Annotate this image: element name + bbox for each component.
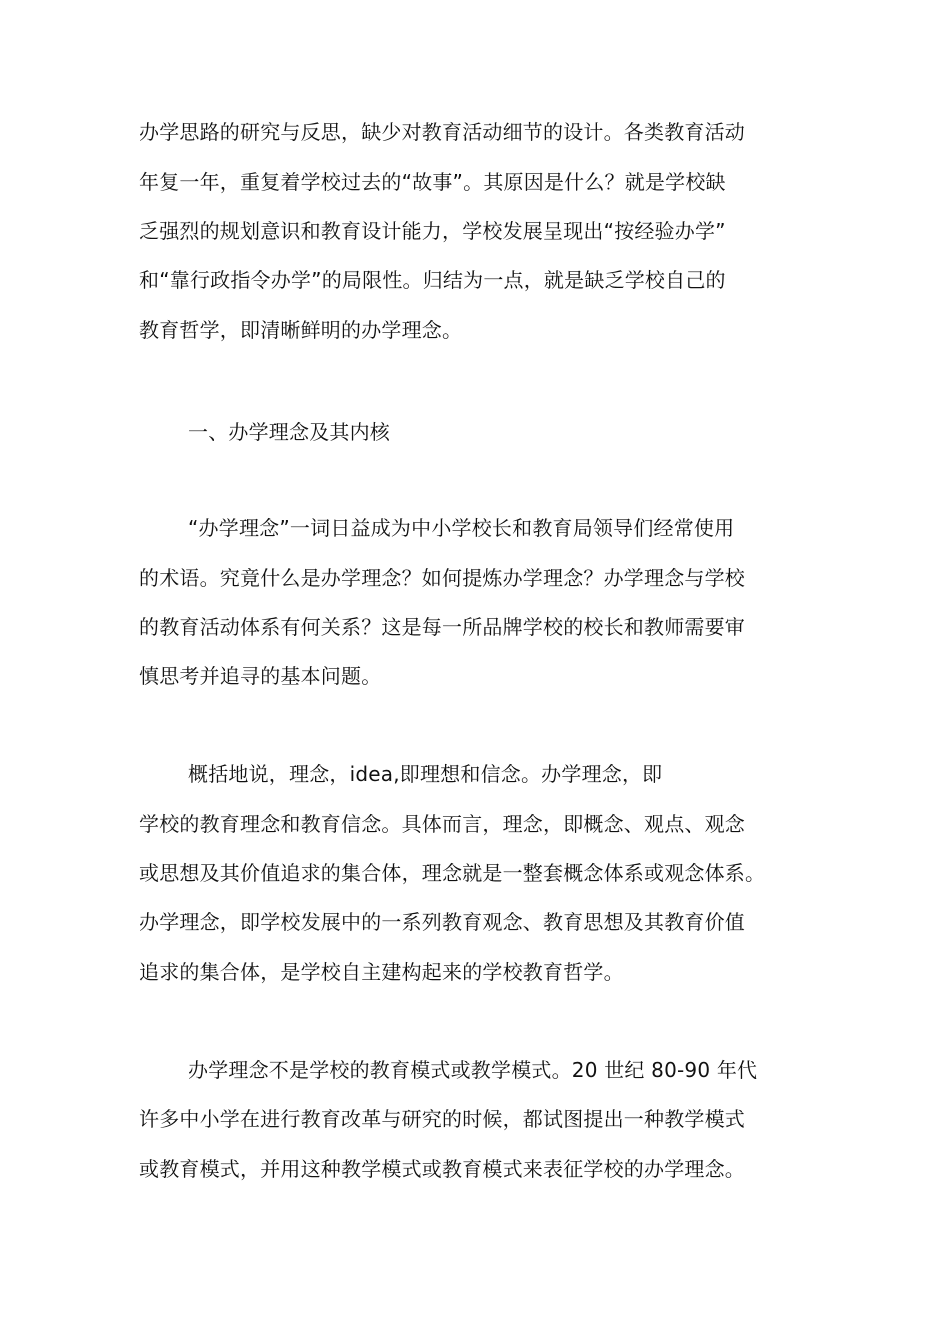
text-line: 或思想及其价值追求的集合体，理念就是一整套概念体系或观念体系。 [139,861,766,885]
text-line: 许多中小学在进行教育改革与研究的时候，都试图提出一种教学模式 [139,1107,745,1131]
section-heading: 一、办学理念及其内核 [188,420,390,444]
text-line: 的术语。究竟什么是办学理念？如何提炼办学理念？办学理念与学校 [139,566,745,590]
text-line: 办学理念，即学校发展中的一系列教育观念、教育思想及其教育价值 [139,910,745,934]
text-line: 办学理念不是学校的教育模式或教学模式。20 世纪 80-90 年代 [188,1058,758,1082]
text-line: 年复一年，重复着学校过去的“故事”。其原因是什么？就是学校缺 [139,170,726,194]
text-line: 追求的集合体，是学校自主建构起来的学校教育哲学。 [139,960,624,984]
text-line: “办学理念”一词日益成为中小学校长和教育局领导们经常使用 [188,516,735,540]
text-line: 和“靠行政指令办学”的局限性。归结为一点，就是缺乏学校自己的 [139,268,726,292]
text-line: 教育哲学，即清晰鲜明的办学理念。 [139,318,463,342]
text-line: 慎思考并追寻的基本问题。 [139,664,382,688]
text-line: 办学思路的研究与反思，缺少对教育活动细节的设计。各类教育活动 [139,120,745,144]
text-line: 或教育模式，并用这种教学模式或教育模式来表征学校的办学理念。 [139,1157,745,1181]
text-line: 学校的教育理念和教育信念。具体而言，理念，即概念、观点、观念 [139,812,745,836]
text-line: 概括地说，理念，idea,即理想和信念。办学理念，即 [188,762,663,786]
text-line: 乏强烈的规划意识和教育设计能力，学校发展呈现出“按经验办学” [139,219,726,243]
text-line: 的教育活动体系有何关系？这是每一所品牌学校的校长和教师需要审 [139,615,745,639]
